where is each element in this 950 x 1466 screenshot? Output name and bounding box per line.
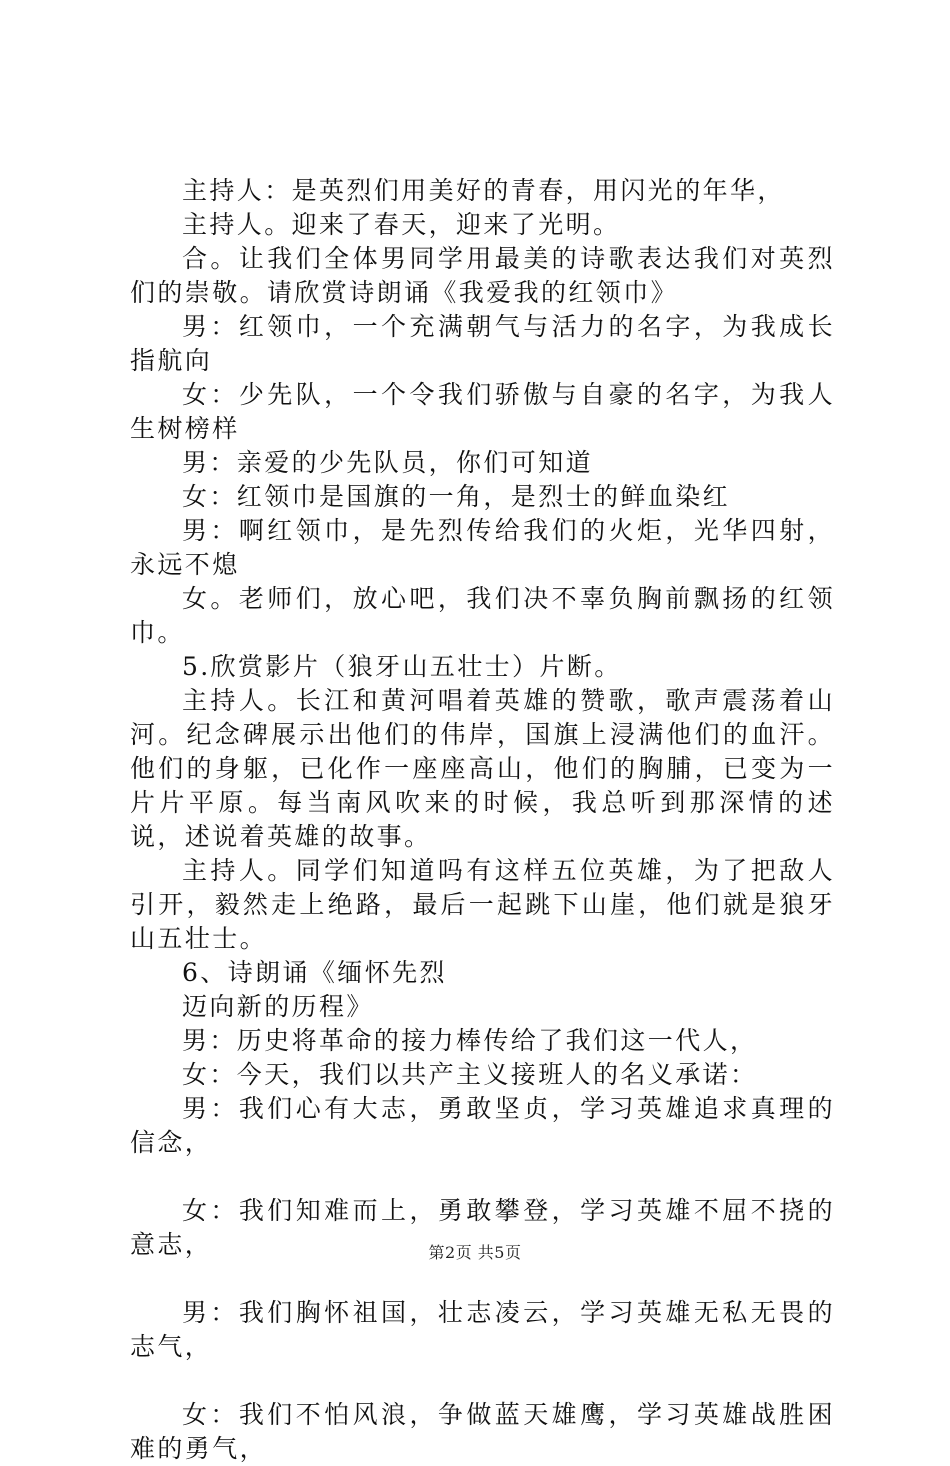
paragraph-male-relay: 男：历史将革命的接力棒传给了我们这一代人，: [182, 1026, 758, 1055]
page-number-footer: 第2页 共5页: [428, 1243, 522, 1262]
paragraph-male-torch: 男：啊红领巾，是先烈传给我们的火炬，光华四射，永远不熄: [130, 516, 835, 579]
paragraph-film-item: 5.欣赏影片（狼牙山五壮士）片断。: [182, 652, 622, 681]
paragraph-female-pioneers: 女：少先队，一个令我们骄傲与自豪的名字，为我人生树榜样: [130, 380, 835, 443]
document-body: [130, 174, 835, 1466]
paragraph-male-ambition: 男：我们心有大志，勇敢坚贞，学习英雄追求真理的信念，: [130, 1094, 835, 1157]
paragraph-female-flag: 女：红领巾是国旗的一角，是烈士的鲜血染红: [182, 482, 731, 511]
paragraph-female-teachers: 女。老师们，放心吧，我们决不辜负胸前飘扬的红领巾。: [130, 584, 835, 647]
paragraph-female-courage: 女：我们不怕风浪，争做蓝天雄鹰，学习英雄战胜困难的勇气，: [130, 1400, 835, 1463]
paragraph-poem-title: 6、诗朗诵《缅怀先烈: [182, 958, 447, 987]
paragraph-chorus-intro: 合。让我们全体男同学用最美的诗歌表达我们对英烈们的崇敬。请欣赏诗朗诵《我爱我的红领巾》: [130, 244, 835, 307]
paragraph-female-climb: 女：我们知难而上，勇敢攀登，学习英雄不屈不挠的意志，: [130, 1196, 835, 1259]
paragraph-host-rivers: 主持人。长江和黄河唱着英雄的赞歌，歌声震荡着山河。纪念碑展示出他们的伟岸，国旗上浸满他们的血汗。他们的身躯，已化作一座座高山，他们的胸脯，已变为一片片平原。每当南风吹来的时候，我总听到那深情的述说，述说着英雄的故事。: [130, 686, 835, 851]
paragraph-male-motherland: 男：我们胸怀祖国，壮志凌云，学习英雄无私无畏的志气，: [130, 1298, 835, 1361]
paragraph-male-question: 男：亲爱的少先队员，你们可知道: [182, 448, 594, 477]
paragraph-host-five-heroes: 主持人。同学们知道吗有这样五位英雄，为了把敌人引开，毅然走上绝路，最后一起跳下山崖，他们就是狼牙山五壮士。: [130, 856, 835, 953]
paragraph-male-scarf: 男：红领巾，一个充满朝气与活力的名字，为我成长指航向: [130, 312, 835, 375]
paragraph-female-promise: 女：今天，我们以共产主义接班人的名义承诺：: [182, 1060, 758, 1089]
paragraph-host-spring: 主持人。迎来了春天，迎来了光明。: [182, 210, 621, 239]
paragraph-host-youth: 主持人：是英烈们用美好的青春，用闪光的年华，: [182, 176, 785, 205]
paragraph-poem-title-cont: 迈向新的历程》: [182, 992, 374, 1021]
